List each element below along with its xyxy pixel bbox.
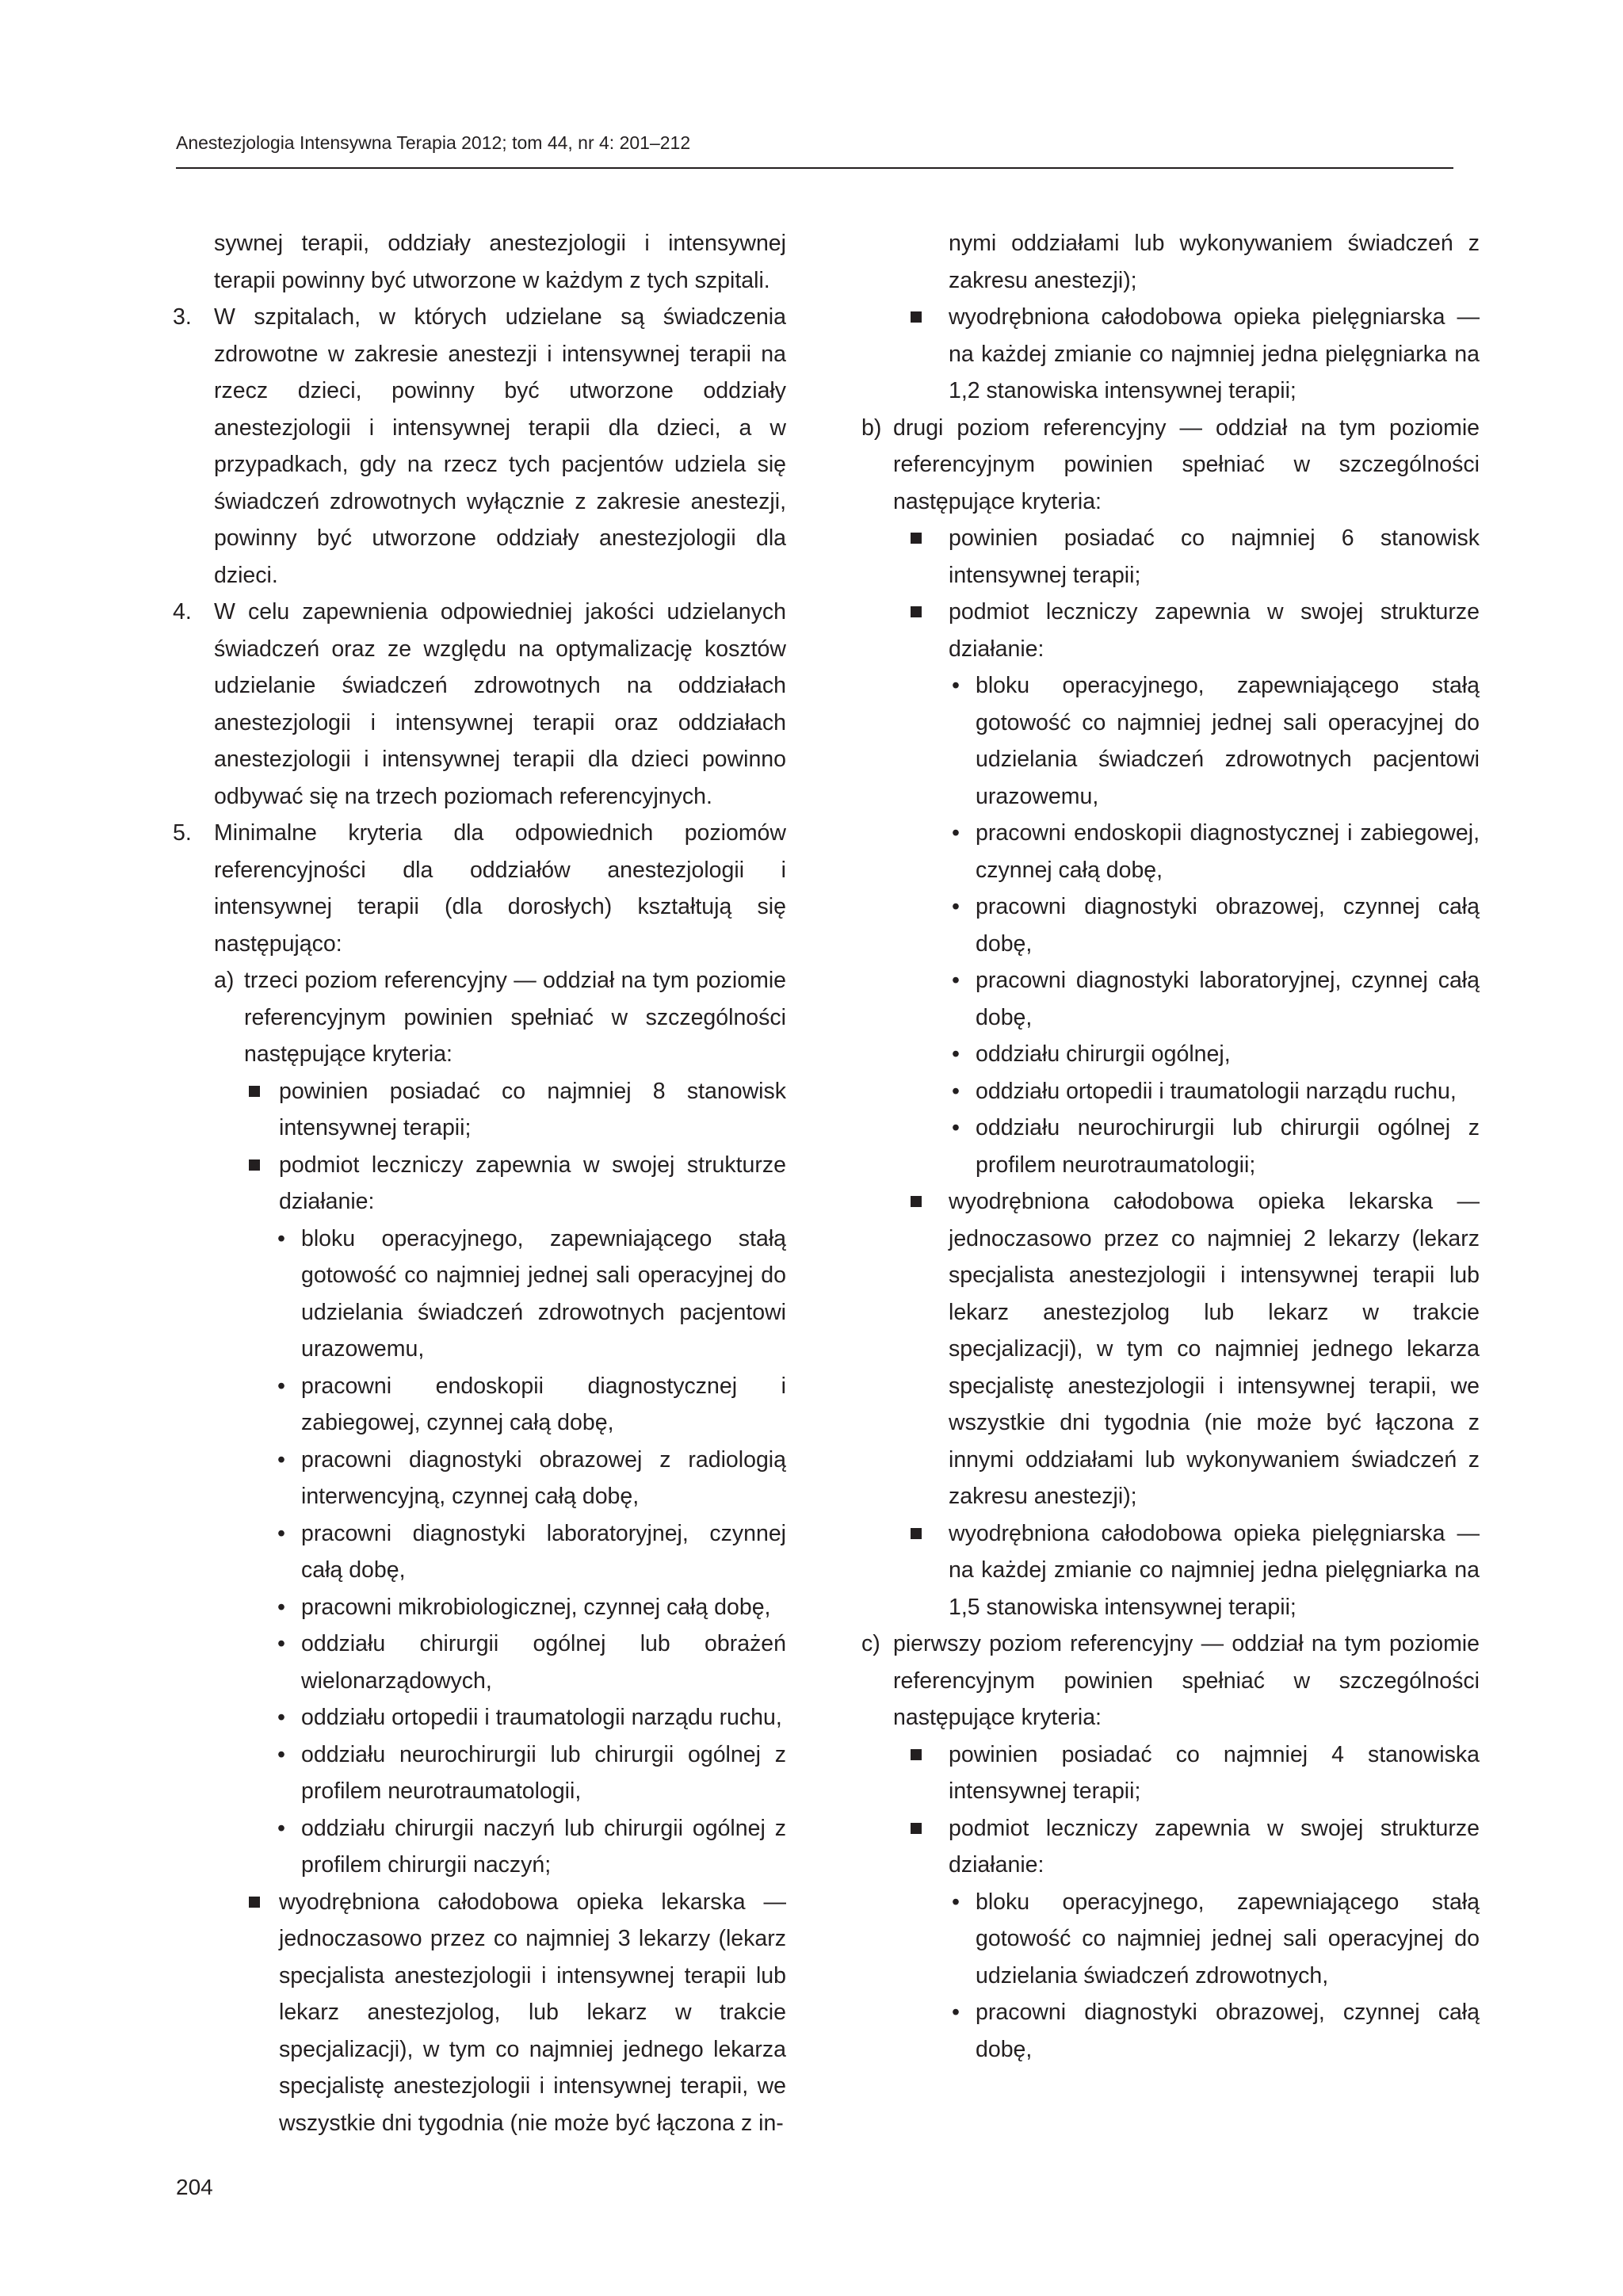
item-text: wyodrębniona całodobowa opieka lekarska — jednoczasowo przez co najmniej 2 lekarzy (lekarz specjalista anestezjologii i intensywnej terapii lub lekarz anestezjolog lub lekarz w trakcie specjalizacji), w tym co najmniej jednego lekarza specjalistę anestezjologii i intensywnej terapii, we wszystkie dni tygodnia (nie może być łączona z innymi oddziałami lub wykonywaniem świadczeń z zakresu anestezji);: [949, 1189, 1480, 1509]
dot-bullet-icon: •: [952, 1041, 960, 1067]
dot-bullet-icon: •: [277, 1446, 285, 1473]
left-column: [168, 225, 786, 2141]
dot-bullet-item: [861, 1884, 1480, 1995]
square-bullet-item: [861, 594, 1480, 667]
item-text: drugi poziom referencyjny — oddział na tym poziomie referencyjnym powinien spełniać w szczególności następujące kryteria:: [893, 415, 1480, 514]
square-bullet-item: [861, 299, 1480, 410]
square-bullet-icon: [911, 1749, 922, 1760]
dot-bullet-icon: •: [952, 1889, 960, 1915]
lettered-item-a: [168, 962, 786, 1073]
dot-bullet-icon: •: [277, 1594, 285, 1620]
item-text: oddziału chirurgii ogólnej lub obrażeń wielonarządowych,: [301, 1631, 786, 1694]
square-bullet-item: [168, 1147, 786, 1221]
header-rule: [176, 167, 1453, 169]
dot-bullet-item: [861, 815, 1480, 888]
dot-bullet-item: [861, 667, 1480, 815]
square-bullet-icon: [911, 311, 922, 323]
item-text: nymi oddziałami lub wykonywaniem świadczeń z zakresu anestezji);: [949, 231, 1480, 293]
square-bullet-item: [168, 1884, 786, 2142]
item-text: oddziału ortopedii i traumatologii narządu ruchu,: [976, 1078, 1457, 1104]
item-text: trzeci poziom referencyjny — oddział na tym poziomie referencyjnym powinien spełniać w szczególności następujące kryteria:: [244, 968, 786, 1067]
item-text: pracowni diagnostyki laboratoryjnej, czynnej całą dobę,: [301, 1520, 786, 1583]
lettered-item-b: [861, 410, 1480, 521]
square-bullet-item: [861, 520, 1480, 594]
dot-bullet-icon: •: [952, 673, 960, 698]
square-bullet-item: [168, 1073, 786, 1147]
item-text: pracowni diagnostyki obrazowej z radiologią interwencyjną, czynnej całą dobę,: [301, 1446, 786, 1509]
item-text: pierwszy poziom referencyjny — oddział na tym poziomie referencyjnym powinien spełniać w szczególności następujące kryteria:: [893, 1631, 1480, 1730]
item-text: bloku operacyjnego, zapewniającego stałą gotowość co najmniej jednej sali operacyjnej do udzielania świadczeń zdrowotnych,: [976, 1889, 1480, 1988]
dot-bullet-item: [168, 1699, 786, 1736]
dot-bullet-item: [168, 1368, 786, 1442]
item-text: wyodrębniona całodobowa opieka lekarska — jednoczasowo przez co najmniej 3 lekarzy (lekarz specjalista anestezjologii i intensywnej terapii lub lekarz anestezjolog, lub lekarz w trakcie specjalizacji), w tym co najmniej jednego lekarza specjalistę anestezjologii i intensywnej terapii, we wszystkie dni tygodnia (nie może być łączona z in-: [279, 1889, 786, 2136]
item-number: 4.: [173, 599, 192, 625]
item-text: bloku operacyjnego, zapewniającego stałą gotowość co najmniej jednej sali operacyjnej do udzielania świadczeń zdrowotnych pacjentowi urazowemu,: [976, 673, 1480, 809]
dot-bullet-item: [861, 962, 1480, 1036]
dot-bullet-item: [168, 1736, 786, 1810]
dot-bullet-icon: •: [952, 968, 960, 993]
dot-bullet-item: [168, 1810, 786, 1884]
dot-bullet-icon: •: [952, 1078, 960, 1104]
numbered-item-4: [168, 594, 786, 815]
running-header: Anestezjologia Intensywna Terapia 2012; tom 44, nr 4: 201–212: [176, 132, 691, 153]
item-text: powinien posiadać co najmniej 8 stanowisk intensywnej terapii;: [279, 1078, 786, 1140]
dot-bullet-icon: •: [277, 1741, 285, 1767]
item-text: podmiot leczniczy zapewnia w swojej strukturze działanie:: [279, 1152, 786, 1214]
dot-bullet-item: [861, 1110, 1480, 1183]
item-text: oddziału neurochirurgii lub chirurgii ogólnej z profilem neurotraumatologii;: [976, 1115, 1480, 1178]
item-text: podmiot leczniczy zapewnia w swojej strukturze działanie:: [949, 1815, 1480, 1878]
item-number: 3.: [173, 304, 192, 330]
square-bullet-item: [861, 1515, 1480, 1626]
square-bullet-item: [861, 1810, 1480, 1884]
square-bullet-icon: [249, 1086, 260, 1097]
item-letter: a): [214, 968, 235, 993]
item-letter: b): [861, 415, 882, 441]
square-bullet-icon: [911, 606, 922, 617]
item-number: 5.: [173, 820, 192, 846]
item-text: oddziału neurochirurgii lub chirurgii ogólnej z profilem neurotraumatologii,: [301, 1741, 786, 1804]
item-letter: c): [861, 1631, 880, 1656]
item-text: podmiot leczniczy zapewnia w swojej strukturze działanie:: [949, 599, 1480, 662]
item-text: bloku operacyjnego, zapewniającego stałą gotowość co najmniej jednej sali operacyjnej do udzielania świadczeń zdrowotnych pacjentowi urazowemu,: [301, 1225, 786, 1362]
dot-bullet-icon: •: [277, 1225, 285, 1251]
item-text: wyodrębniona całodobowa opieka pielęgniarska — na każdej zmianie co najmniej jedna pielęgniarka na 1,5 stanowiska intensywnej terapii;: [949, 1520, 1480, 1620]
square-bullet-continuation: [861, 225, 1480, 299]
item-text: W szpitalach, w których udzielane są świadczenia zdrowotne w zakresie anestezji i intensywnej terapii na rzecz dzieci, powinny być utworzone oddziały anestezjologii i intensywnej terapii dla dzieci, a w przypadkach, gdy na rzecz tych pacjentów udziela się świadczeń zdrowotnych wyłącznie z zakresie anestezji, powinny być utworzone oddziały anestezjologii dla dzieci.: [214, 304, 786, 588]
dot-bullet-item: [861, 1994, 1480, 2068]
numbered-item-3: [168, 299, 786, 594]
dot-bullet-item: [861, 888, 1480, 962]
item-text: pracowni diagnostyki obrazowej, czynnej całą dobę,: [976, 894, 1480, 957]
item-text: pracowni diagnostyki obrazowej, czynnej całą dobę,: [976, 2000, 1480, 2062]
item-text: pracowni diagnostyki laboratoryjnej, czynnej całą dobę,: [976, 968, 1480, 1030]
square-bullet-icon: [911, 1528, 922, 1539]
item-text: oddziału chirurgii ogólnej,: [976, 1041, 1231, 1067]
dot-bullet-item: [168, 1515, 786, 1589]
lettered-item-c: [861, 1626, 1480, 1736]
item-text: wyodrębniona całodobowa opieka pielęgniarska — na każdej zmianie co najmniej jedna pielęgniarka na 1,2 stanowiska intensywnej terapii;: [949, 304, 1480, 403]
dot-bullet-item: [168, 1626, 786, 1699]
item-text: oddziału ortopedii i traumatologii narządu ruchu,: [301, 1705, 782, 1730]
dot-bullet-item: [861, 1073, 1480, 1110]
dot-bullet-icon: •: [277, 1705, 285, 1730]
item-text: pracowni mikrobiologicznej, czynnej całą dobę,: [301, 1594, 771, 1620]
item-text: pracowni endoskopii diagnostycznej i zabiegowej, czynnej całą dobę,: [976, 820, 1480, 883]
item-text: W celu zapewnienia odpowiedniej jakości udzielanych świadczeń oraz ze względu na optymalizację kosztów udzielanie świadczeń zdrowotnych na oddziałach anestezjologii i intensywnej terapii oraz oddziałach anestezjologii i intensywnej terapii dla dzieci powinno odbywać się na trzech poziomach referencyjnych.: [214, 599, 786, 809]
item-text: powinien posiadać co najmniej 4 stanowiska intensywnej terapii;: [949, 1741, 1480, 1804]
dot-bullet-icon: •: [277, 1631, 285, 1656]
item-text: Minimalne kryteria dla odpowiednich poziomów referencyjności dla oddziałów anestezjologii i intensywnej terapii (dla dorosłych) kształtują się następująco:: [214, 820, 786, 957]
dot-bullet-icon: •: [952, 894, 960, 919]
square-bullet-icon: [911, 1823, 922, 1834]
dot-bullet-item: [861, 1036, 1480, 1073]
square-bullet-item: [861, 1736, 1480, 1810]
item-text: powinien posiadać co najmniej 6 stanowisk intensywnej terapii;: [949, 525, 1480, 588]
square-bullet-icon: [249, 1159, 260, 1171]
square-bullet-icon: [249, 1897, 260, 1908]
dot-bullet-item: [168, 1589, 786, 1626]
dot-bullet-icon: •: [277, 1373, 285, 1399]
dot-bullet-icon: •: [277, 1520, 285, 1546]
dot-bullet-item: [168, 1442, 786, 1515]
dot-bullet-icon: •: [277, 1815, 285, 1841]
dot-bullet-icon: •: [952, 2000, 960, 2025]
square-bullet-icon: [911, 1196, 922, 1207]
paragraph-continuation: sywnej terapii, oddziały anestezjologii i intensywnej terapii powinny być utworzone w każdym z tych szpitali.: [214, 231, 786, 293]
numbered-item-5: [168, 815, 786, 962]
dot-bullet-icon: •: [952, 1115, 960, 1140]
square-bullet-icon: [911, 533, 922, 544]
right-column: [861, 225, 1480, 2068]
square-bullet-item: [861, 1183, 1480, 1515]
item-text: oddziału chirurgii naczyń lub chirurgii ogólnej z profilem chirurgii naczyń;: [301, 1815, 786, 1878]
dot-bullet-item: [168, 1221, 786, 1368]
page-number: 204: [176, 2175, 213, 2199]
dot-bullet-icon: •: [952, 820, 960, 846]
item-text: pracowni endoskopii diagnostycznej i zabiegowej, czynnej całą dobę,: [301, 1373, 786, 1435]
